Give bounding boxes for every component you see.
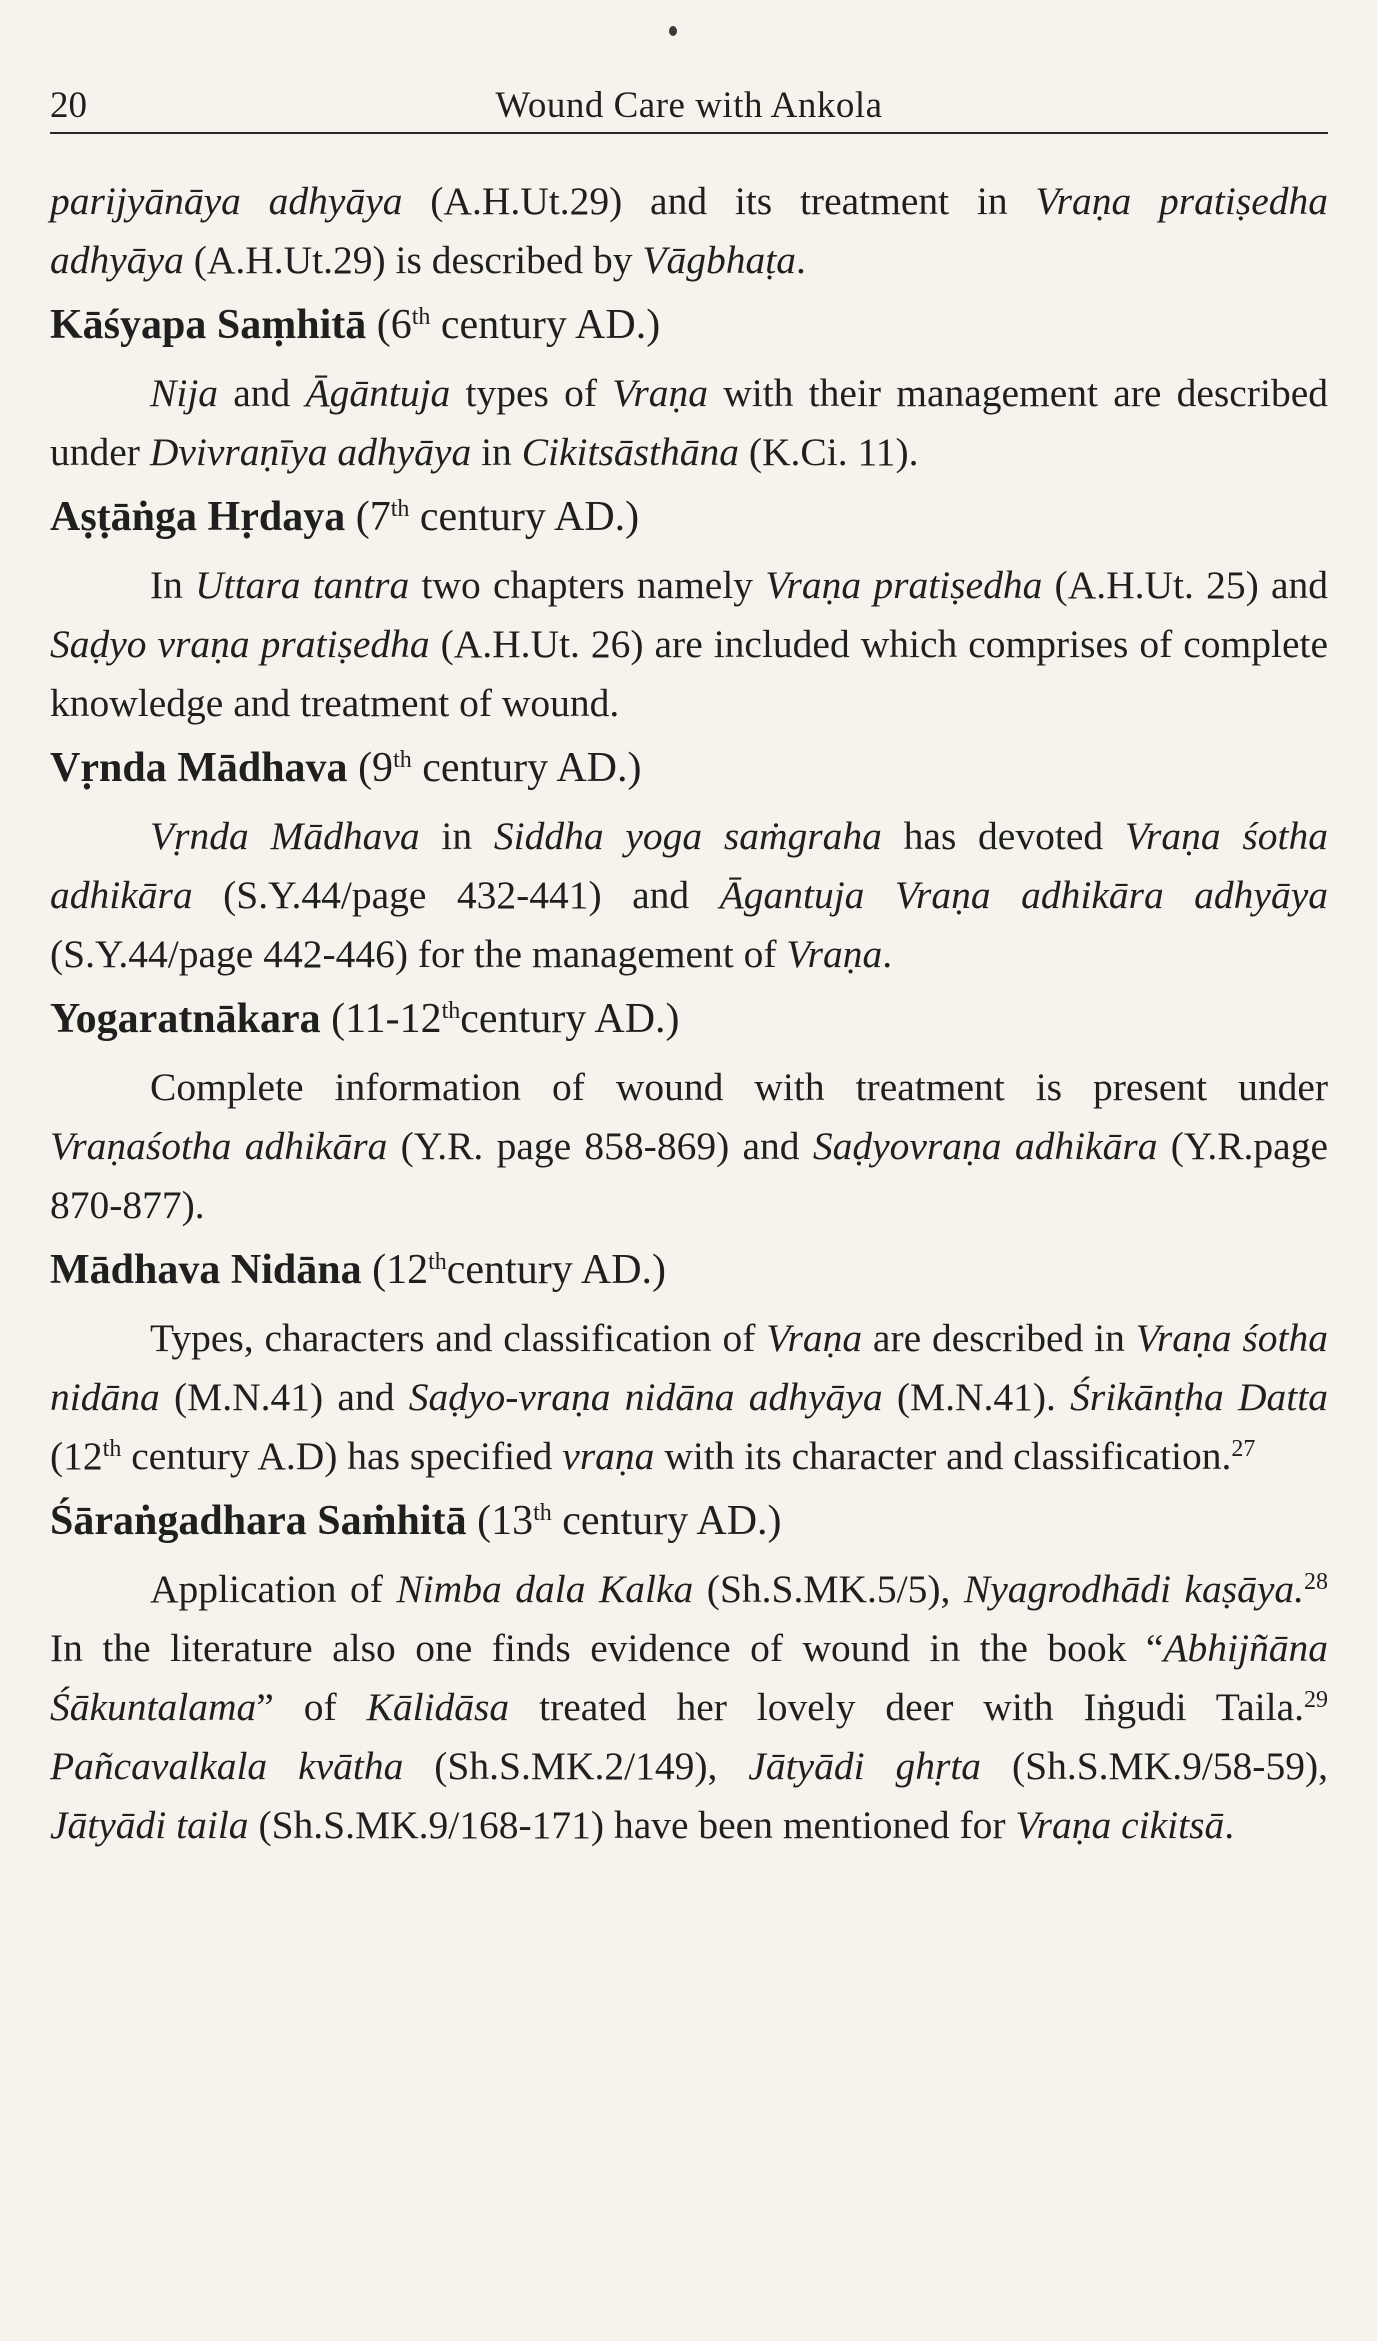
superscript: th — [102, 1436, 122, 1462]
text: (A.H.Ut.29) and its treatment in — [402, 179, 1036, 223]
term: Cikitsāsthāna — [521, 430, 739, 474]
page-body — [50, 134, 1328, 1855]
text: . — [882, 932, 893, 976]
intro-paragraph — [50, 172, 1328, 290]
term: Jātyādi taila — [50, 1803, 249, 1847]
text: (A.H.Ut.29) is described by — [183, 238, 643, 282]
section-heading — [50, 739, 1328, 797]
term: parijyānāya adhyāya — [50, 179, 403, 223]
footnote-ref: 27 — [1231, 1436, 1256, 1462]
page-header — [50, 60, 1328, 134]
text: are described in — [862, 1316, 1136, 1360]
text: with its character and classification. — [654, 1434, 1232, 1478]
term: Abhijñāna Śākuntalama — [50, 1626, 1328, 1729]
term: Pañcavalkala kvātha — [50, 1744, 404, 1788]
term: Vāgbhaṭa — [642, 238, 796, 282]
text: (M.N.41) and — [159, 1375, 409, 1419]
term: Nyagrodhādi kaṣāya. — [963, 1567, 1304, 1611]
text: Application of — [150, 1567, 397, 1611]
section-paragraph — [50, 556, 1328, 733]
text: century A.D) has specified — [121, 1434, 563, 1478]
superscript: th — [411, 304, 431, 330]
section-heading — [50, 1241, 1328, 1299]
running-title: Wound Care with Ankola — [495, 85, 883, 126]
heading-date: century AD.) — [460, 996, 680, 1042]
heading-date: (13 — [466, 1498, 534, 1544]
term: Vraṇa śotha nidāna — [50, 1316, 1328, 1419]
text: (Sh.S.MK.2/149), — [403, 1744, 749, 1788]
text: types of — [450, 371, 613, 415]
footnote-ref: 28 — [1304, 1569, 1328, 1595]
section-paragraph — [50, 1058, 1328, 1235]
section-heading — [50, 990, 1328, 1048]
text: In the literature also one finds evidence of wound in the book “ — [50, 1626, 1164, 1670]
term: vraṇa — [562, 1434, 655, 1478]
heading-date: (7 — [345, 494, 391, 540]
heading-title: Kāśyapa Saṃhitā — [50, 302, 367, 348]
book-page — [50, 60, 1328, 2300]
text: (A.H.Ut. 26) are included which comprises of complete knowledge and treatment of wound. — [50, 622, 1328, 725]
heading-date: (6 — [366, 302, 412, 348]
text: two chapters namely — [409, 563, 766, 607]
text: . — [1224, 1803, 1235, 1847]
text: ” of — [256, 1685, 367, 1729]
heading-date: century AD.) — [551, 1498, 782, 1544]
heading-date: century AD.) — [446, 1247, 667, 1293]
ink-mark — [669, 26, 677, 36]
text: (S.Y.44/page 442-446) for the management of — [50, 932, 787, 976]
term: Saḍyo vraṇa pratiṣedha — [50, 622, 430, 666]
term: Āgāntuja — [305, 371, 451, 415]
term: Vraṇa — [612, 371, 709, 415]
text: in — [419, 814, 494, 858]
text: . — [796, 238, 806, 282]
text: (K.Ci. 11). — [738, 430, 919, 474]
heading-title: Śāraṅgadhara Saṁhitā — [50, 1498, 467, 1544]
section-paragraph — [50, 364, 1328, 482]
term: Nimba dala Kalka — [396, 1567, 694, 1611]
heading-date: (12 — [361, 1247, 429, 1293]
text: (Sh.S.MK.9/168-171) have been mentioned for — [248, 1803, 1016, 1847]
section-paragraph — [50, 807, 1328, 984]
text: with their management are described under — [50, 371, 1328, 474]
text: Complete information of wound with treatment is present under — [150, 1065, 1328, 1109]
term: Saḍyo-vraṇa nidāna adhyāya — [408, 1375, 883, 1419]
text: and — [218, 371, 306, 415]
heading-title: Yogaratnākara — [50, 996, 321, 1042]
section-paragraph — [50, 1309, 1328, 1486]
superscript: th — [390, 496, 410, 522]
heading-date: (9 — [347, 745, 394, 791]
heading-title: Aṣṭāṅga Hṛdaya — [50, 494, 346, 540]
heading-date: (11-12 — [320, 996, 442, 1042]
superscript: th — [428, 1249, 447, 1275]
heading-date: century AD.) — [430, 302, 661, 348]
term: Nija — [150, 371, 219, 415]
term: Vraṇa — [786, 932, 883, 976]
term: Uttara tantra — [195, 563, 410, 607]
term: Saḍyovraṇa adhikāra — [812, 1124, 1158, 1168]
term: Vraṇa cikitsā — [1015, 1803, 1225, 1847]
text: (M.N.41). — [882, 1375, 1071, 1419]
section-heading — [50, 296, 1328, 354]
superscript: th — [533, 1500, 552, 1526]
term: Jātyādi ghṛta — [748, 1744, 982, 1788]
term: Vraṇa — [766, 1316, 863, 1360]
term: Siddha yoga saṁgraha — [493, 814, 882, 858]
text: treated her lovely deer with Iṅgudi Taila. — [509, 1685, 1304, 1729]
term: Dvivraṇīya adhyāya — [149, 430, 472, 474]
term: Śrikānṭha Datta — [1070, 1375, 1328, 1419]
term: Vraṇa pratiṣedha adhyāya — [50, 179, 1328, 282]
term: Vṛnda Mādhava — [150, 814, 420, 858]
text: (Sh.S.MK.9/58-59), — [981, 1744, 1328, 1788]
text: (A.H.Ut. 25) and — [1042, 563, 1329, 607]
text: In — [150, 563, 196, 607]
term: Vraṇa śotha adhikāra — [50, 814, 1328, 917]
text: (Y.R.page 870-877). — [50, 1124, 1328, 1227]
text: (12 — [50, 1434, 103, 1478]
heading-title: Vṛnda Mādhava — [50, 745, 348, 791]
page-number: 20 — [50, 85, 87, 126]
footnote-ref: 29 — [1304, 1687, 1328, 1713]
term: Āgantuja Vraṇa adhikāra adhyāya — [719, 873, 1329, 917]
term: Vraṇaśotha adhikāra — [50, 1124, 388, 1168]
text: Types, characters and classification of — [150, 1316, 767, 1360]
text: (S.Y.44/page 432-441) and — [192, 873, 720, 917]
section-paragraph — [50, 1560, 1328, 1855]
heading-date: century AD.) — [411, 745, 642, 791]
heading-date: century AD.) — [409, 494, 640, 540]
superscript: th — [393, 747, 412, 773]
text: (Y.R. page 858-869) and — [387, 1124, 813, 1168]
text: has devoted — [881, 814, 1125, 858]
term: Vraṇa pratiṣedha — [765, 563, 1043, 607]
term: Kālidāsa — [366, 1685, 510, 1729]
text: (Sh.S.MK.5/5), — [693, 1567, 964, 1611]
section-heading — [50, 1492, 1328, 1550]
text: in — [471, 430, 522, 474]
heading-title: Mādhava Nidāna — [50, 1247, 362, 1293]
superscript: th — [441, 998, 461, 1024]
section-heading — [50, 488, 1328, 546]
